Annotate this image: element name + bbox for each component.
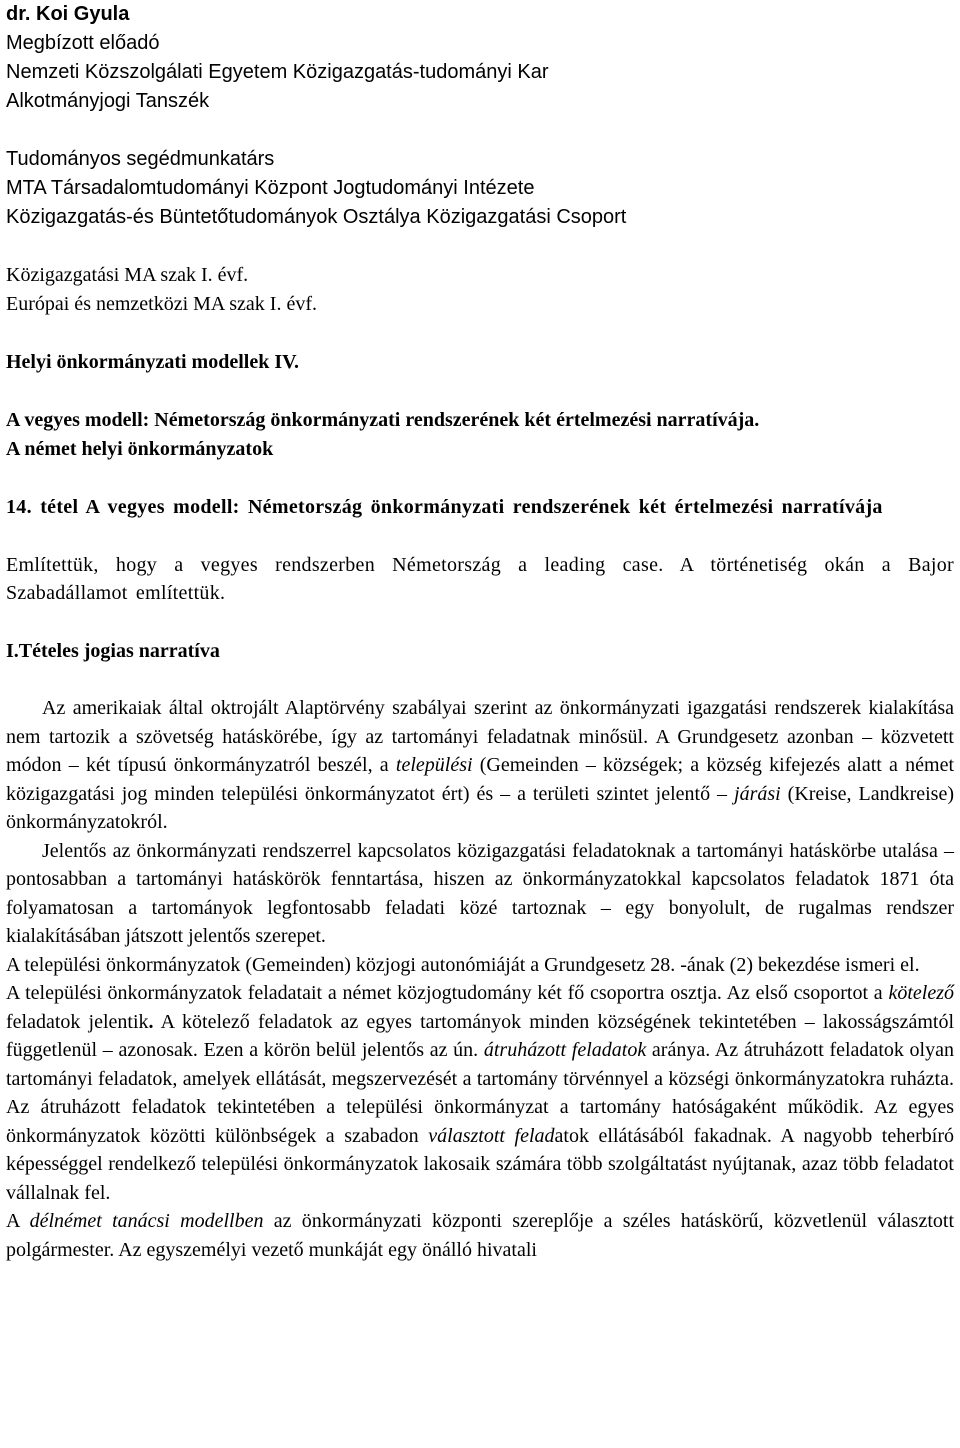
paragraph-3: A települési önkormányzatok (Gemeinden) közjogi autonómiáját a Grundgesetz 28. -ának (2) bekezdése ismeri el.: [6, 953, 920, 976]
thesis-intro: Említettük, hogy a vegyes rendszerben Németország a leading case. A történetiség okán a Bajor Szabadállamot említettük.: [6, 553, 954, 604]
paragraph-4-italic-2: átruházott feladatok: [483, 1039, 647, 1061]
paragraph-4-text-b: feladatok jelentik: [6, 1010, 149, 1033]
author-name: dr. Koi Gyula: [6, 3, 130, 25]
author-institution-1: Nemzeti Közszolgálati Egyetem Közigazgatás-tudományi Kar: [6, 61, 549, 83]
course-1: Közigazgatási MA szak I. évf.: [6, 264, 249, 286]
paragraph-1: [6, 694, 954, 837]
thesis-heading: 14. tétel A vegyes modell: Németország önkormányzati rendszerének két értelmezési narratívája: [6, 496, 883, 518]
paragraph-1-text-b: (Gemeinden – községek; a község kifejezés alatt a német közigazgatási jog minden települési önkormányzatot ért) és – a területi szintet jelentő –: [6, 754, 954, 805]
document-page: [6, 0, 954, 1264]
paragraph-4-italic-1: kötelező: [888, 982, 954, 1004]
paragraph-4-text-c: A kötelező feladatok az egyes tartományok minden községének tekintetében – lakosságszámtól függetlenül – azonosak. Ezen a körön belül jelentős az ún.: [6, 1010, 954, 1061]
document-subtitle-1: A vegyes modell: Németország önkormányzati rendszerének két értelmezési narratívája.: [6, 409, 760, 431]
paragraph-4-text-a: A települési önkormányzatok feladatait a német közjogtudomány két fő csoportra osztja. Az első csoportot a: [6, 982, 889, 1004]
section-heading: I.Tételes jogias narratíva: [6, 639, 220, 662]
paragraph-2: Jelentős az önkormányzati rendszerrel kapcsolatos közigazgatási feladatoknak a tartományi hatáskörbe utalása – pontosabban a tartományi hatáskörök fenntartása, hiszen az önkormányzatokkal kapcsolatos feladatok 1871 óta folyamatosan a tartományok legfontosabb feladati közé tartoznak – egy bonyolult, de rugalmas rendszer kialakításában játszott jelentős szerepet.: [6, 839, 954, 947]
paragraph-5-italic-1: délnémet tanácsi modellben: [29, 1210, 264, 1232]
paragraph-1-text-c: (Kreise, Landkreise) önkormányzatokról.: [6, 782, 954, 833]
paragraph-4-text-d: aránya. Az átruházott feladatok olyan tartományi feladatok, amelyek ellátását, megszervezését a tartomány törvénnyel a községi önkormányzatokra ruházta. Az átruházott feladatok tekintetében a települési önkormányzat a tartomány hatóságaként működik. Az egyes önkormányzatok közötti különbségek a szabadon: [6, 1039, 954, 1147]
paragraph-1-italic-1: települési: [395, 754, 473, 776]
paragraph-1-text-a: Az amerikaiak által oktrojált Alaptörvény szabályai szerint az önkormányzati igazgatási rendszerek kialakítása nem tartozik a szövetség hatáskörébe, így az tartományi feladatnak minősül. A Grundgesetz azonban – közvetett módon – két típusú önkormányzatról beszél, a: [6, 697, 954, 776]
course-2: Európai és nemzetközi MA szak I. évf.: [6, 293, 318, 315]
paragraph-4-italic-3: választott felad: [428, 1124, 555, 1147]
paragraph-4-text-e: atok ellátásából fakadnak. A nagyobb teherbíró képességgel rendelkező települési önkormányzatok lakosaik számára több szolgáltatást nyújtanak, azaz több feladatot vállalnak fel.: [6, 1124, 954, 1204]
paragraph-4: [6, 979, 954, 1207]
paragraph-5: [6, 1207, 954, 1264]
document-subtitle-2: A német helyi önkormányzatok: [6, 438, 274, 460]
paragraph-5-text-a: A: [6, 1210, 30, 1232]
author-department-1: Alkotmányjogi Tanszék: [6, 90, 210, 112]
paragraph-5-text-b: az önkormányzati központi szereplője a széles hatáskörű, közvetlenül választott polgármester. Az egyszemélyi vezető munkáját egy önálló hivatali: [6, 1210, 954, 1261]
paragraph-1-italic-2: járási: [734, 782, 781, 805]
author-role-2: Tudományos segédmunkatárs: [6, 148, 275, 170]
author-role-1: Megbízott előadó: [6, 32, 160, 54]
document-title: Helyi önkormányzati modellek IV.: [6, 351, 299, 373]
paragraph-4-bold-period: .: [148, 1010, 154, 1033]
author-department-2: Közigazgatás-és Büntetőtudományok Osztálya Közigazgatási Csoport: [6, 206, 627, 228]
author-institution-2: MTA Társadalomtudományi Központ Jogtudományi Intézete: [6, 177, 535, 199]
